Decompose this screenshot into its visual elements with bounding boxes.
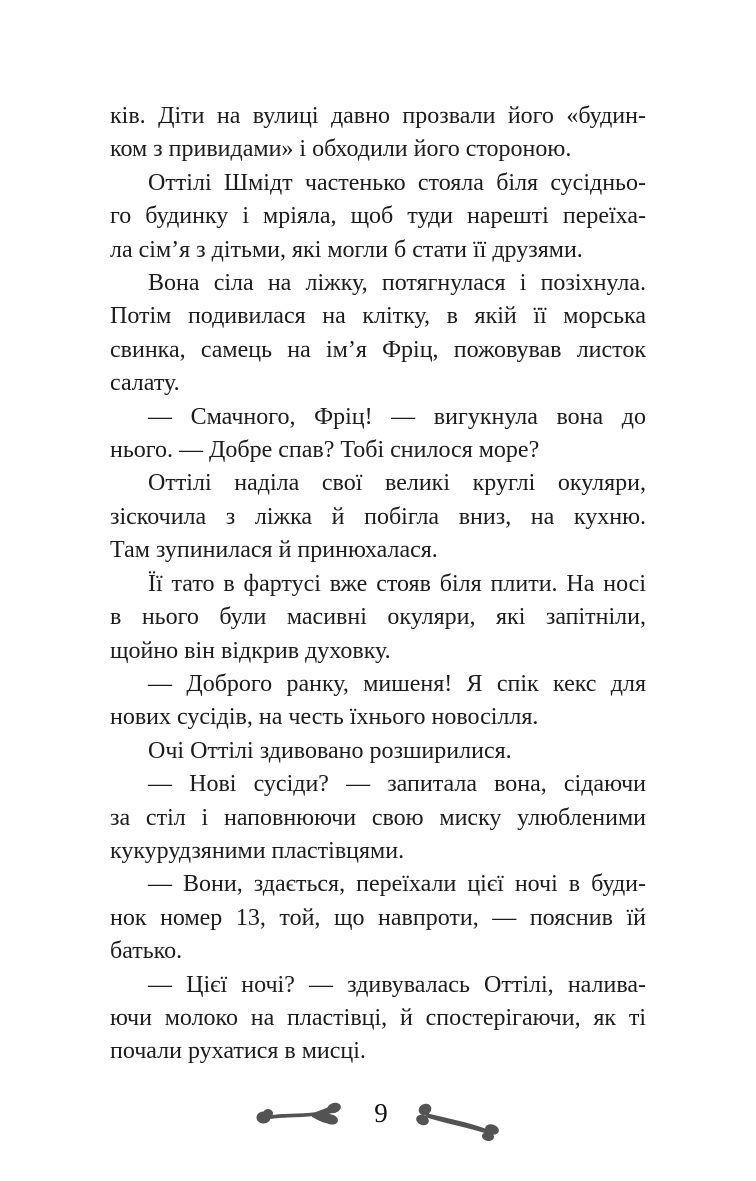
text-line: Її тато в фартусі вже стояв біля плити. На носі <box>148 570 646 597</box>
text-line: кукурудзяними пластівцями. <box>110 837 405 864</box>
text-line: в нього були масивні окуляри, які запітніли, <box>110 604 646 631</box>
text-line: Потім подивилася на клітку, в якій її морська <box>110 303 646 330</box>
text-line: Вона сіла на ліжку, потягнулася і позіхнула. <box>148 270 646 297</box>
text-line: — Доброго ранку, мишеня! Я спік кекс для <box>148 670 646 697</box>
text-line: батько. <box>110 938 183 965</box>
text-line: нових сусідів, на честь їхнього новосілля. <box>110 704 539 731</box>
text-line: щойно він відкрив духовку. <box>110 637 391 664</box>
text-line: ків. Діти на вулиці давно прозвали його «будин- <box>110 103 646 129</box>
text-line: — Цієї ночі? — здивувалась Оттілі, налива- <box>148 971 646 998</box>
page-number: 9 <box>374 1097 388 1128</box>
text-line: Очі Оттілі здивовано розширилися. <box>148 737 512 764</box>
text-line: зіскочила з ліжка й побігла вниз, на кухню. <box>110 503 646 530</box>
paragraph <box>110 768 646 868</box>
bone-icon <box>254 1099 346 1131</box>
paragraph <box>110 668 646 735</box>
paragraph <box>110 868 646 968</box>
text-line: — Нові сусіди? — запитала вона, сідаючи <box>148 771 646 798</box>
paragraph <box>110 267 646 401</box>
text-line: свинка, самець на ім’я Фріц, пожовував листок <box>110 336 646 363</box>
text-line: нок номер 13, той, що навпроти, — пояснив їй <box>110 904 646 931</box>
text-line: почали рухатися в мисці. <box>110 1038 366 1065</box>
text-line: ла сім’я з дітьми, які могли б стати її друзями. <box>110 236 583 263</box>
bone-icon <box>416 1100 502 1142</box>
page-footer <box>0 1088 756 1142</box>
paragraph <box>110 735 646 768</box>
text-line: го будинку і мріяла, щоб туди нарешті переїха- <box>110 203 646 230</box>
paragraph <box>110 167 646 267</box>
text-line: ком з привидами» і обходили його стороною. <box>110 136 572 163</box>
text-line: Оттілі наділа свої великі круглі окуляри, <box>148 470 646 497</box>
text-line: — Вони, здається, переїхали цієї ночі в буди- <box>148 871 646 898</box>
text-line: ючи молоко на пластівці, й спостерігаючи, як ті <box>110 1004 646 1031</box>
page-text <box>110 100 646 1069</box>
paragraph <box>110 969 646 1069</box>
text-line: — Смачного, Фріц! — вигукнула вона до <box>148 403 646 430</box>
text-line: Оттілі Шмідт частенько стояла біля сусідньо- <box>148 169 646 196</box>
paragraph <box>110 401 646 468</box>
text-line: нього. — Добре спав? Тобі снилося море? <box>110 437 540 464</box>
text-line: за стіл і наповнюючи свою миску улюбленими <box>110 804 646 831</box>
paragraph <box>110 100 646 167</box>
paragraph <box>110 467 646 567</box>
text-line: салату. <box>110 370 180 397</box>
paragraph <box>110 568 646 668</box>
text-line: Там зупинилася й принюхалася. <box>110 537 438 564</box>
